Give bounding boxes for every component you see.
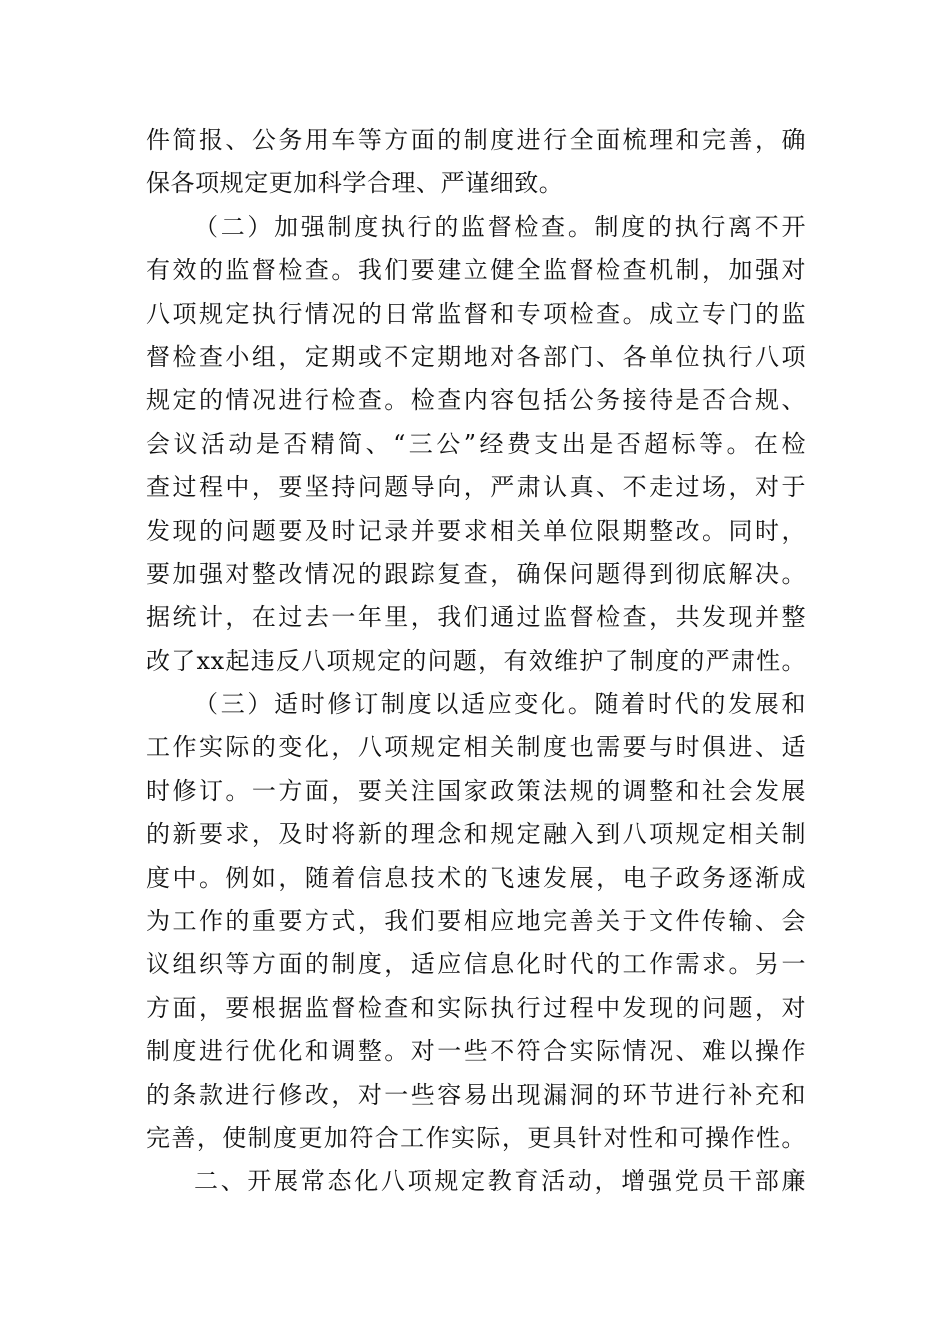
- text-line: 有效的监督检查。我们要建立健全监督检查机制，加强对: [146, 256, 806, 285]
- text-line: 件简报、公务用车等方面的制度进行全面梳理和完善，确: [146, 126, 806, 154]
- text-line: 保各项规定更加科学合理、严谨细致。: [146, 169, 564, 198]
- section-heading-line: 二、开展常态化八项规定教育活动，增强党员干部廉: [194, 1167, 806, 1196]
- document-body: [146, 119, 806, 1204]
- text-line: 改了xx起违反八项规定的问题，有效维护了制度的严肃性。: [146, 646, 806, 675]
- text-line: 发现的问题要及时记录并要求相关单位限期整改。同时，: [146, 516, 806, 545]
- text-line: 的新要求，及时将新的理念和规定融入到八项规定相关制: [146, 820, 806, 849]
- text-line: 制度进行优化和调整。对一些不符合实际情况、难以操作: [146, 1037, 806, 1066]
- text-line: 督检查小组，定期或不定期地对各部门、各单位执行八项: [146, 342, 806, 371]
- section-heading-line: （三）适时修订制度以适应变化。随着时代的发展和: [194, 690, 806, 719]
- text-line: 八项规定执行情况的日常监督和专项检查。成立专门的监: [146, 299, 806, 328]
- text-line: 工作实际的变化，八项规定相关制度也需要与时俱进、适: [146, 733, 806, 762]
- text-line: 完善，使制度更加符合工作实际，更具针对性和可操作性。: [146, 1123, 806, 1152]
- text-line: 要加强对整改情况的跟踪复查，确保问题得到彻底解决。: [146, 559, 806, 588]
- text-line: 的条款进行修改，对一些容易出现漏洞的环节进行补充和: [146, 1080, 806, 1109]
- text-line: 时修订。一方面，要关注国家政策法规的调整和社会发展: [146, 776, 806, 805]
- text-line: 度中。例如，随着信息技术的飞速发展，电子政务逐渐成: [146, 863, 806, 892]
- text-line: 会议活动是否精简、“三公”经费支出是否超标等。在检: [146, 429, 806, 458]
- text-line: 据统计，在过去一年里，我们通过监督检查，共发现并整: [146, 603, 806, 632]
- text-line: 方面，要根据监督检查和实际执行过程中发现的问题，对: [146, 993, 806, 1022]
- text-line: 议组织等方面的制度，适应信息化时代的工作需求。另一: [146, 950, 806, 979]
- section-heading-line: （二）加强制度执行的监督检查。制度的执行离不开: [194, 212, 806, 241]
- text-line: 为工作的重要方式，我们要相应地完善关于文件传输、会: [146, 907, 806, 936]
- text-line: 规定的情况进行检查。检查内容包括公务接待是否合规、: [146, 386, 806, 415]
- text-line: 查过程中，要坚持问题导向，严肃认真、不走过场，对于: [146, 473, 806, 502]
